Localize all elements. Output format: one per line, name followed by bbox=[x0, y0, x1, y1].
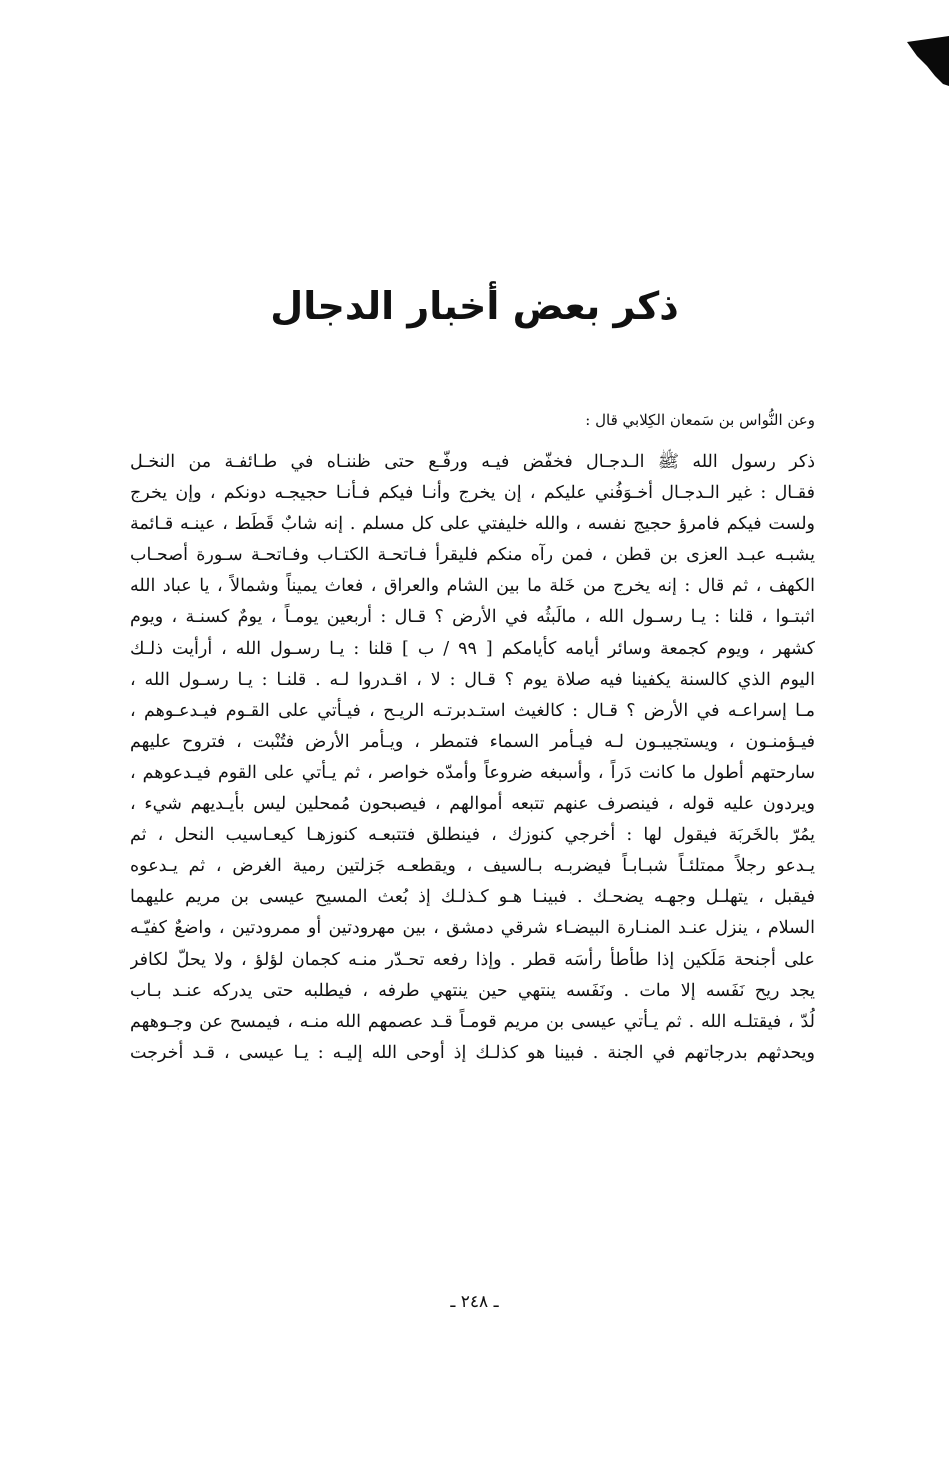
text-line: ولست فيكم فامرؤ حجيج نفسه ، والله خليفتي على كل مسلم . إنه شابٌ قَطَط ، عينـه قـائمة bbox=[130, 514, 815, 535]
text-line: سارحتهم أطول ما كانت دَراً ، وأسبغه ضروعاً وأمدّه خواصر ، ثم يـأتي على القوم فيـدعوهم ، bbox=[130, 762, 815, 783]
text-line: على أجنحة مَلَكين إذا طأطأ رأسَه قطر . وإذا رفعه تحـدّر منـه كجمان لؤلؤ ، ولا يحلّ لكافر bbox=[130, 949, 815, 970]
text-line: فيـؤمنـون ، ويستجيبـون لـه فيـأمر السماء فتمطر ، ويـأمر الأرض فتُنْبت ، فتروح عليهم bbox=[130, 731, 815, 752]
text-line: يـدعو رجلاً ممتلئـاً شبـابـاً فيضربـه بـالسيف ، ويقطعـه جَزلتين رمية الغرض ، ثم يـدعوه bbox=[130, 856, 815, 877]
text-line: لُدّ ، فيقتلـه الله . ثم يـأتي عيسى بن مريم قومـاً قـد عصمهم الله منـه ، فيمسح عن وجـوههم bbox=[130, 1011, 815, 1032]
text-line: مـا إسراعـه في الأرض ؟ قـال : كالغيث استـدبرتـه الريـح ، فيـأتي على القـوم فيـدعـوهم ، bbox=[130, 700, 815, 721]
text-line: يمُرّ بالخَربَة فيقول لها : أخرجي كنوزك ، فينطلق فتتبعـه كنوزهـا كيعـاسيب النحل ، ثم bbox=[130, 825, 815, 846]
text-line: كشهر ، ويوم كجمعة وسائر أيامه كأيامكم [ ٩٩ / ب ] قلنا : يـا رسـول الله ، أرأيت ذلـك bbox=[130, 638, 815, 659]
page-title: ذكر بعض أخبار الدجال bbox=[270, 284, 679, 328]
text-line: الكهف ، ثم قال : إنه يخرج من خَلة ما بين الشام والعراق ، فعاث يميناً وشمالاً ، يا عباد الله bbox=[130, 576, 815, 597]
text-line: ذكر رسول الله ﷺ الـدجـال فخفّض فيـه ورفّـع حتى ظننـاه في طـائفـة من النخـل bbox=[130, 452, 815, 472]
text-line: السلام ، ينزل عنـد المنـارة البيضـاء شرقي دمشق ، بين مهرودتين أو ممرودتين ، واضعٌ كفيّـه bbox=[130, 918, 815, 939]
narrator-intro: وعن النُّواس بن سَمعان الكِلابي قال : bbox=[585, 411, 815, 429]
body-text bbox=[130, 447, 815, 1069]
text-line: يشبـه عبـد العزى بن قطن ، فمن رآه منكم فليقرأ فـاتحـة الكتـاب وفـاتحـة سـورة أصحـاب bbox=[130, 545, 815, 566]
text-line: فيقبل ، يتهلـل وجهـه يضحـك . فبينـا هـو كـذلـك إذ بُعث المسيح عيسى بن مريم عليهما bbox=[130, 887, 815, 908]
page-number: ـ ٢٤٨ ـ bbox=[450, 1292, 499, 1312]
text-line: فقـال : غير الـدجـال أخـوَفُني عليكم ، إن يخرج وأنـا فيكم فـأنـا حجيجـه دونكم ، وإن يخرج bbox=[130, 483, 815, 504]
corner-tab-mark bbox=[905, 36, 949, 86]
text-line: يجد ريح نَفَسه إلا مات . ونَفَسه ينتهي حين ينتهي طرفه ، فيطلبه حتى يدركه عنـد بـاب bbox=[130, 980, 815, 1001]
text-line: ويحدثهم بدرجاتهم في الجنة . فبينا هو كذلـك إذ أوحى الله إليـه : يـا عيسى ، قـد أخرجت bbox=[130, 1042, 815, 1063]
text-line: اليوم الذي كالسنة يكفينا فيه صلاة يوم ؟ قـال : لا ، اقـدروا لـه . قلنـا : يـا رسـول الله ، bbox=[130, 669, 815, 690]
text-line: ويردون عليه قوله ، فينصرف عنهم تتبعه أموالهم ، فيصبحون مُمحلين ليس بأيـديهم شيء ، bbox=[130, 794, 815, 815]
text-line: اثبتـوا ، قلنا : يـا رسـول الله ، مالَبثُه في الأرض ؟ قـال : أربعين يومـاً ، يومٌ كسنـة ، ويوم bbox=[130, 607, 815, 628]
